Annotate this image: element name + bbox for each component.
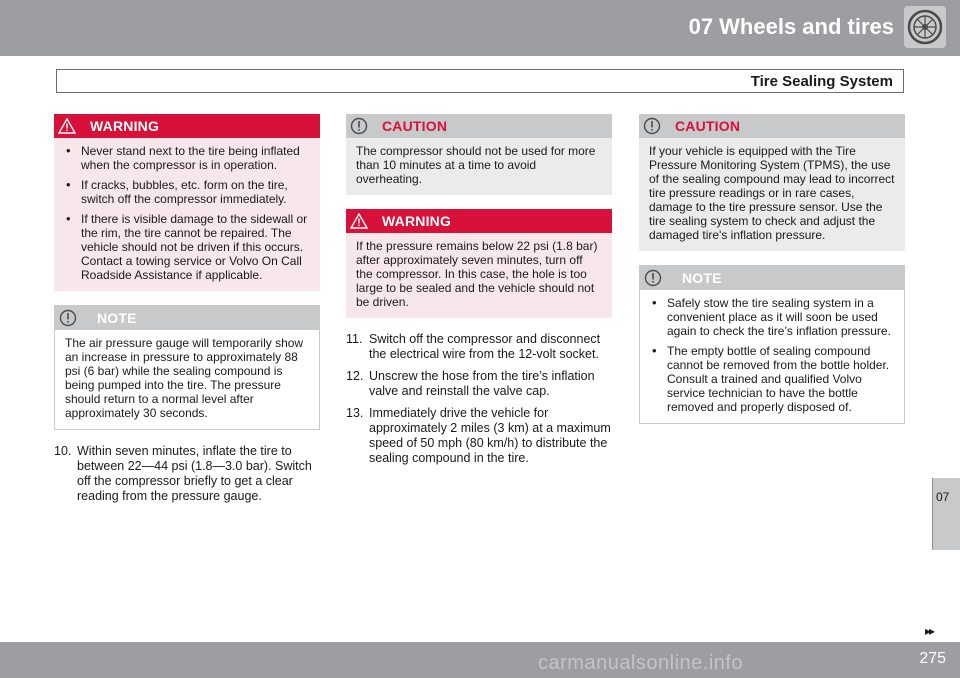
wheel-icon: [904, 6, 946, 48]
warning-label: WARNING: [382, 213, 452, 229]
note-list: [650, 296, 894, 414]
caution-text: The compressor should not be used for more than 10 minutes at a time to avoid overheating.: [356, 144, 596, 186]
column-middle: [346, 114, 612, 473]
caution-label: CAUTION: [382, 118, 448, 134]
step-text: Switch off the compressor and disconnect the electrical wire from the 12-volt socket.: [369, 332, 601, 361]
next-page-arrows-icon: ▸▸: [925, 624, 934, 638]
list-item: [54, 444, 320, 504]
caution-box-1: [346, 114, 612, 195]
page-number: 275: [919, 650, 946, 667]
warning-triangle-icon: [58, 118, 76, 134]
note-box-2: [639, 265, 905, 424]
step-number: 13.: [346, 406, 364, 420]
section-header: [56, 69, 904, 93]
list-item: • Never stand next to the tire being inflated when the compressor is in operation.: [64, 144, 310, 172]
warning-body: [346, 233, 612, 318]
note-header: [55, 306, 319, 330]
warning-triangle-icon: [350, 213, 368, 229]
step-text: Immediately drive the vehicle for approximately 2 miles (3 km) at a maximum speed of 50 mph (80 km/h) to distribute the sealing compound in the tire.: [369, 406, 611, 465]
step-number: 12.: [346, 369, 364, 383]
step-number: 11.: [346, 332, 363, 346]
footer-bar: [0, 642, 960, 678]
chapter-side-tab[interactable]: [932, 478, 960, 550]
caution-exclamation-icon: [350, 117, 368, 135]
list-item: • If cracks, bubbles, etc. form on the tire, switch off the compressor immediately.: [64, 178, 310, 206]
caution-header: [639, 114, 905, 138]
note-body: [640, 290, 904, 423]
steps-list-2: [346, 332, 612, 466]
note-box-1: [54, 305, 320, 430]
caution-label: CAUTION: [675, 118, 741, 134]
chapter-title: 07 Wheels and tires: [688, 14, 894, 39]
warning-list: [64, 144, 310, 282]
warning-label: WARNING: [90, 118, 160, 134]
warning-box-2: [346, 209, 612, 318]
step-number: 10.: [54, 444, 72, 458]
warning-body: [54, 138, 320, 291]
step-text: Within seven minutes, inflate the tire to between 22—44 psi (1.8—3.0 bar). Switch off the compressor briefly to get a clear reading from the pressure gauge.: [77, 444, 312, 503]
list-item: [346, 369, 612, 399]
warning-text: If the pressure remains below 22 psi (1.8 bar) after approximately seven minutes, turn off the compressor. In this case, the hole is too large to be sealed and the vehicle should not be driven.: [356, 239, 598, 309]
caution-header: [346, 114, 612, 138]
list-item: [346, 406, 612, 466]
note-info-icon: [644, 269, 662, 287]
caution-text: If your vehicle is equipped with the Tire Pressure Monitoring System (TPMS), the use of the sealing compound may lead to incorrect tire pressure readings or in rare cases, damage to the tire pressure sensor. Use the tire sealing system to check and adjust the damaged tire's inflation pressure.: [649, 144, 895, 242]
column-right: [639, 114, 905, 438]
note-body: [55, 330, 319, 429]
list-item: • If there is visible damage to the sidewall or the rim, the tire cannot be repaired. The vehicle should not be driven if this occurs. Contact a towing service or Volvo On Call Roadside Assistance if applicable.: [64, 212, 310, 282]
watermark: carmanualsonline.info: [538, 652, 744, 674]
note-label: NOTE: [682, 270, 722, 286]
note-label: NOTE: [97, 310, 137, 326]
list-item: • The empty bottle of sealing compound cannot be removed from the bottle holder. Consult a trained and qualified Volvo service technician to have the bottle removed and properly disposed of.: [650, 344, 894, 414]
step-text: Unscrew the hose from the tire’s inflation valve and reinstall the valve cap.: [369, 369, 595, 398]
caution-body: [346, 138, 612, 195]
warning-header: [346, 209, 612, 233]
steps-list-1: [54, 444, 320, 504]
note-info-icon: [59, 309, 77, 327]
list-item: [346, 332, 612, 362]
section-title: Tire Sealing System: [750, 73, 893, 90]
column-left: [54, 114, 320, 511]
note-header: [640, 266, 904, 290]
header-bar: [0, 0, 960, 56]
caution-exclamation-icon: [643, 117, 661, 135]
note-text: The air pressure gauge will temporarily show an increase in pressure to approximately 88 psi (6 bar) while the sealing compound is being pumped into the tire. The pressure should return to a normal level after approximately 30 seconds.: [65, 336, 304, 420]
warning-header: [54, 114, 320, 138]
list-item: • Safely stow the tire sealing system in a convenient place as it will soon be used again to check the tire’s inflation pressure.: [650, 296, 894, 338]
caution-body: [639, 138, 905, 251]
warning-box-1: [54, 114, 320, 291]
chapter-tab-label: 07: [936, 490, 950, 504]
caution-box-2: [639, 114, 905, 251]
